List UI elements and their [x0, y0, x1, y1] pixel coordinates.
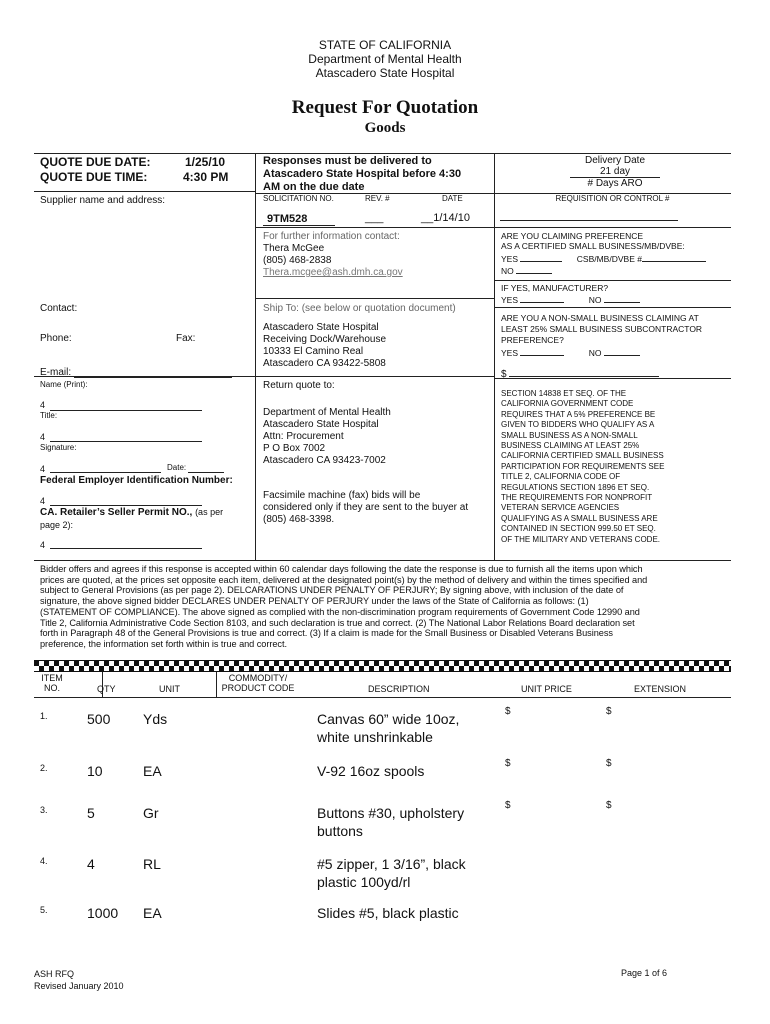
delivery-days[interactable]: 21 day	[570, 166, 660, 178]
return-line-1: Department of Mental Health	[263, 407, 391, 418]
rev-label: REV. #	[365, 194, 390, 203]
form-code: ASH RFQ	[34, 969, 75, 979]
signature-date-field[interactable]	[188, 472, 224, 473]
quote-due-divider	[34, 191, 255, 192]
item-extension[interactable]: $	[606, 800, 612, 811]
contact-phone: (805) 468-2838	[263, 255, 332, 266]
title-field-marker: 4	[40, 432, 46, 442]
solicitation-date[interactable]: __1/14/10	[421, 212, 470, 224]
dollar-label	[501, 367, 659, 380]
contact-info-label: For further information contact:	[263, 231, 400, 242]
retailer-permit-note-2: page 2):	[40, 520, 74, 530]
requisition-label: REQUISITION OR CONTROL #	[555, 194, 670, 203]
responses-line-3: AM on the due date	[263, 181, 365, 193]
col-item-label: ITEM	[41, 673, 63, 683]
section-line: QUALIFYING AS A SMALL BUSINESS ARE	[501, 513, 658, 523]
item-unit-price[interactable]: $	[505, 800, 511, 811]
responses-instructions	[263, 155, 461, 194]
table-header-bottom	[34, 697, 731, 698]
section-line: CALIFORNIA CERTIFIED SMALL BUSINESS	[501, 451, 664, 461]
col-commodity-label: COMMODITY/	[228, 673, 288, 683]
solicitation-divider	[255, 227, 731, 228]
manufacturer-divider	[494, 307, 731, 308]
delivery-date-block	[560, 155, 670, 189]
return-line-4: P O Box 7002	[263, 443, 326, 454]
declaration-line: forth in Paragraph 48 of the General Provisions is true and correct. (3) If a claim is made for the Small Business or Disabled Veterans Business	[40, 628, 613, 639]
item-unit: EA	[143, 763, 162, 779]
solicitation-label: SOLICITATION NO.	[263, 194, 334, 203]
section-line: REQUIRES THAT A 5% PREFERENCE BE	[501, 409, 656, 419]
form-subtitle: Goods	[364, 120, 406, 136]
hospital-name: Atascadero State Hospital	[315, 66, 455, 80]
box-top-border	[34, 153, 731, 154]
section-line: BUSINESS CLAIMING AT LEAST 25%	[501, 441, 640, 451]
preference-no-field[interactable]	[516, 264, 552, 274]
signature-field[interactable]	[50, 472, 161, 473]
col-unit-price-header: UNIT PRICE	[521, 684, 572, 694]
retailer-permit-text: CA. Retailer’s Seller Permit NO.,	[40, 507, 193, 518]
fax-note-line-2: considered only if they are sent to the buyer at	[263, 502, 469, 513]
section-line: CALIFORNIA GOVERNMENT CODE	[501, 399, 634, 409]
box-bottom-border	[34, 560, 731, 561]
preference-q1-line-2: AS A CERTIFIED SMALL BUSINESS/MB/DVBE:	[501, 241, 685, 251]
contact-name: Thera McGee	[263, 243, 325, 254]
declaration-line: prices are quoted, at the prices set opposite each item, delivered at the designated point(s) by the method of delivery and within the times specified and	[40, 574, 648, 585]
ship-to-label: Ship To: (see below or quotation document)	[263, 303, 456, 314]
col-extension-header: EXTENSION	[634, 684, 687, 694]
quote-due-time: 4:30 PM	[183, 170, 229, 184]
item-description: Slides #5, black plastic	[317, 905, 459, 921]
section-line: REGULATIONS SECTION 1896 ET SEQ.	[501, 482, 650, 492]
rev-number[interactable]: ___	[365, 212, 384, 224]
col-divider-1	[255, 153, 256, 560]
item-unit: RL	[143, 856, 161, 872]
return-quote-label: Return quote to:	[263, 380, 335, 391]
quote-due-date-label: QUOTE DUE DATE:	[40, 155, 151, 169]
manufacturer-yes-field[interactable]	[520, 293, 564, 303]
section-line: PARTICIPATION FOR REQUIREMENTS SEE	[501, 461, 665, 471]
item-number: 5.	[40, 905, 48, 915]
fax-note-line-3: (805) 468-3398.	[263, 514, 335, 525]
nsb-no-label: NO	[588, 348, 602, 358]
retailer-permit-field[interactable]	[50, 548, 202, 549]
days-aro-label: # Days ARO	[587, 178, 643, 189]
item-description: V-92 16oz spools	[317, 763, 425, 779]
col-description-header: DESCRIPTION	[368, 684, 430, 694]
section-line: TITLE 2, CALIFORNIA CODE OF	[501, 472, 621, 482]
csb-field[interactable]	[642, 252, 706, 262]
item-unit: Yds	[143, 711, 168, 727]
bidder-declaration	[40, 564, 730, 650]
item-qty: 5	[87, 805, 95, 821]
nsb-yes-label: YES	[501, 348, 519, 358]
nsb-line-1: ARE YOU A NON-SMALL BUSINESS CLAIMING AT	[501, 313, 699, 323]
item-number: 4.	[40, 856, 48, 866]
non-small-business-block	[501, 313, 702, 359]
quote-due-time-label: QUOTE DUE TIME:	[40, 170, 148, 184]
return-line-5: Atascadero CA 93423-7002	[263, 455, 386, 466]
item-number: 1.	[40, 711, 48, 721]
signature-label: Signature:	[40, 443, 77, 452]
return-line-2: Atascadero State Hospital	[263, 419, 379, 430]
name-field[interactable]	[50, 410, 202, 411]
ship-to-line-3: 10333 El Camino Real	[263, 346, 364, 357]
item-description-2: white unshrinkable	[317, 729, 433, 745]
item-qty: 1000	[87, 905, 119, 921]
shipto-divider	[255, 376, 494, 377]
fein-field-marker: 4	[40, 496, 46, 506]
contact-divider	[255, 298, 494, 299]
item-qty: 4	[87, 856, 95, 872]
item-qty: 10	[87, 763, 103, 779]
item-description: Canvas 60” wide 10oz,	[317, 711, 460, 727]
retailer-field-marker: 4	[40, 540, 46, 550]
manufacturer-question: IF YES, MANUFACTURER?	[501, 283, 609, 293]
return-address	[263, 407, 391, 467]
item-description-2: plastic 100yd/rl	[317, 874, 411, 890]
email-label: E-mail:	[40, 367, 72, 378]
preference-q1-line-1: ARE YOU CLAIMING PREFERENCE	[501, 231, 644, 241]
name-print-label: Name (Print):	[40, 380, 88, 389]
nsb-line-3: PREFERENCE?	[501, 335, 564, 345]
item-extension[interactable]: $	[606, 706, 612, 717]
section-line: OF THE MILITARY AND VETERANS CODE.	[501, 534, 660, 544]
fax-note	[263, 490, 468, 526]
section-line: VETERAN SERVICE AGENCIES	[501, 503, 620, 513]
contact-info-block	[263, 231, 403, 279]
ship-to-line-4: Atascadero CA 93422-5808	[263, 358, 386, 369]
item-description: #5 zipper, 1 3/16”, black	[317, 856, 466, 872]
dollar-sign: $	[501, 369, 507, 380]
name-field-marker: 4	[40, 400, 46, 410]
declaration-line: Bidder offers and agrees if this response is accepted within 60 calendar days following the date the response is due to furnish all the items upon which	[40, 564, 643, 574]
item-description: Buttons #30, upholstery	[317, 805, 465, 821]
contact-label: Contact:	[40, 303, 78, 314]
delivery-date-label: Delivery Date	[584, 155, 646, 166]
fein-field[interactable]	[50, 505, 202, 506]
retailer-permit-note: (as per	[195, 507, 224, 517]
item-unit: Gr	[143, 805, 159, 821]
footer-left	[34, 968, 124, 992]
preference-block	[501, 231, 729, 276]
item-unit: EA	[143, 905, 162, 921]
return-line-3: Attn: Procurement	[263, 431, 344, 442]
ship-to-address	[263, 322, 386, 370]
nsb-yes-field[interactable]	[520, 346, 564, 356]
manufacturer-yes-label: YES	[501, 295, 519, 305]
item-extension[interactable]: $	[606, 758, 612, 769]
col-qty-header: QTY	[97, 684, 116, 694]
fein-label: Federal Employer Identification Number:	[40, 475, 233, 486]
col-item-header	[34, 673, 70, 693]
revised-date: Revised January 2010	[34, 981, 124, 991]
title-label: Title:	[40, 411, 58, 420]
ship-to-line-2: Receiving Dock/Warehouse	[263, 334, 387, 345]
agency-header	[0, 38, 770, 80]
quote-due-date: 1/25/10	[185, 155, 226, 169]
col-commodity-header	[216, 673, 300, 693]
item-number: 3.	[40, 805, 48, 815]
solicitation-number[interactable]: 9TM528	[263, 213, 335, 226]
col-divider-2	[494, 153, 495, 560]
section-line: GIVEN TO BIDDERS WHO QUALIFY AS A	[501, 420, 655, 430]
item-qty: 500	[87, 711, 111, 727]
checker-divider	[34, 660, 731, 672]
department-name: Department of Mental Health	[308, 52, 462, 66]
section-line: CONTAINED IN SECTION 999.50 ET SEQ.	[501, 524, 656, 534]
declaration-line: signature, the above signed bidder DECLARES UNDER PENALTY OF PERJURY under the laws of the State of California as follows: (1)	[40, 596, 589, 607]
form-title: Request For Quotation	[291, 97, 479, 118]
preference-no-label: NO	[501, 266, 514, 276]
small-business-section-text	[501, 389, 727, 545]
manufacturer-no-label: NO	[588, 295, 602, 305]
item-unit-price[interactable]: $	[505, 706, 511, 717]
declaration-line: Title 2, California Administrative Code Section 8103, and such declaration is true and correct. (2) The National Labor Relations Board declaration set	[40, 617, 635, 628]
ship-to-line-1: Atascadero State Hospital	[263, 322, 379, 333]
manufacturer-no-field[interactable]	[604, 293, 640, 303]
retailer-permit-label	[40, 507, 223, 518]
title-field[interactable]	[50, 441, 202, 442]
csb-label: CSB/MB/DVBE #	[576, 254, 642, 264]
page-number: Page 1 of 6	[621, 968, 668, 978]
declaration-line: (STATEMENT OF COMPLIANCE). The above signed as complied with the non-discrimination program requirements of Government Code 12990 and	[40, 606, 640, 617]
col-no-label: NO.	[43, 683, 60, 693]
date-label: DATE	[442, 194, 463, 203]
requisition-field[interactable]	[500, 220, 678, 221]
section-line: SECTION 14838 ET SEQ. OF THE	[501, 389, 627, 398]
item-number: 2.	[40, 763, 48, 773]
signature-date-label: Date:	[167, 463, 187, 472]
dollar-field[interactable]	[509, 367, 659, 377]
preference-yes-label: YES	[501, 254, 519, 264]
nsb-line-2: LEAST 25% SMALL BUSINESS SUBCONTRACTOR	[501, 324, 703, 334]
col-product-label: PRODUCT CODE	[221, 683, 295, 693]
fax-note-line-1: Facsimile machine (fax) bids will be	[263, 490, 421, 501]
state-name: STATE OF CALIFORNIA	[318, 38, 452, 52]
section-line: THE REQUIREMENTS FOR NONPROFIT	[501, 493, 653, 503]
preference-divider	[494, 280, 731, 281]
declaration-line: subject to General Provisions (as per page 2). DELCARATIONS UNDER PENALTY OF PERJURY; By signing above, with inclusion of the date of	[40, 585, 624, 596]
section-line: SMALL BUSINESS AS A NON-SMALL	[501, 430, 638, 440]
fax-label: Fax:	[176, 333, 196, 344]
preference-yes-field[interactable]	[520, 252, 562, 262]
supplier-address-label: Supplier name and address:	[40, 195, 166, 206]
email-field[interactable]	[74, 377, 232, 378]
signature-field-marker: 4	[40, 464, 46, 474]
nsb-no-field[interactable]	[604, 346, 640, 356]
responses-line-1: Responses must be delivered to	[263, 155, 432, 167]
contact-email-link[interactable]: Thera.mcgee@ash.dmh.ca.gov	[263, 267, 403, 278]
declaration-line: preference, the information set forth within is true and correct.	[40, 638, 287, 649]
manufacturer-block	[501, 283, 640, 305]
responses-line-2: Atascadero State Hospital before 4:30	[263, 168, 462, 180]
col-unit-header: UNIT	[159, 684, 180, 694]
item-unit-price[interactable]: $	[505, 758, 511, 769]
phone-label: Phone:	[40, 333, 72, 344]
item-description-2: buttons	[317, 823, 363, 839]
